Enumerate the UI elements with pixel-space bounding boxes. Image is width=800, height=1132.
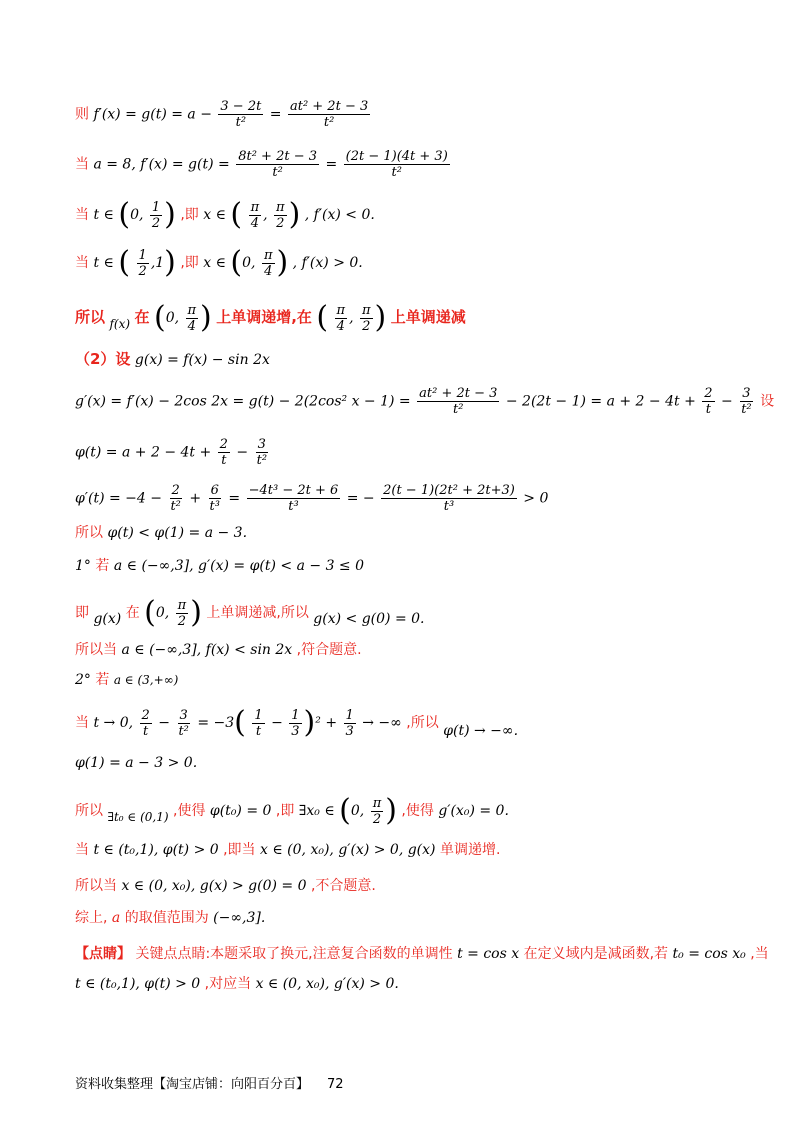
line-14: 2° 若 a ∈ (3,+∞) bbox=[75, 672, 179, 688]
line-18: 当 t ∈ (t₀,1), φ(t) > 0 ,即当 x ∈ (0, x₀), g′(x) > 0, g(x) 单调递增. bbox=[75, 842, 501, 858]
fraction: $\frac{2}{\text{t²}}$ bbox=[170, 483, 181, 514]
fraction: $\frac{\text{−4t³ − 2t + 6}}{\text{t³}}$ bbox=[248, 483, 339, 514]
line-15: 当 t → 0, $\frac{2}{t}$ − $\frac{3}{\text{t²}}$ = −3( $\frac{1}{t}$ − $\frac{1}{3}$ )² + $\frac{1}{3}$ → −∞ ,所以 φ(t) → −∞. bbox=[75, 705, 519, 740]
fraction: $\frac{\pi}{4}$ bbox=[263, 247, 273, 279]
line-5: 所以 f(x) 在 (0, $\frac{\pi}{4}$ ) 上单调递增,在 ( $\frac{\pi}{4}$ , $\frac{\pi}{2}$ ) 上单调递减 bbox=[75, 300, 466, 335]
fraction: $\frac{\text{at² + 2t − 3}}{\text{t²}}$ bbox=[419, 386, 498, 417]
line-11: 1° 若 a ∈ (−∞,3], g′(x) = φ(t) < a − 3 ≤ 0 bbox=[75, 558, 365, 574]
text: 则 bbox=[75, 106, 89, 123]
fraction: $\frac{2}{t}$ bbox=[141, 707, 150, 739]
page-number: 72 bbox=[327, 1077, 344, 1092]
line-19: 所以当 x ∈ (0, x₀), g(x) > g(0) = 0 ,不合题意. bbox=[75, 878, 376, 894]
fraction: $\frac{3}{\text{t²}}$ bbox=[256, 437, 268, 468]
line-10: 所以 φ(t) < φ(1) = a − 3. bbox=[75, 525, 248, 541]
fraction: $\frac{1}{3}$ bbox=[291, 707, 300, 739]
fraction: $\frac{1}{2}$ bbox=[151, 199, 161, 231]
line-9: φ′(t) = −4 − $\frac{2}{\text{t²}}$ + $\frac{6}{\text{t³}}$ = $\frac{\text{−4t³ − 2t + 6}}{\text{t³}}$ = − $\frac{\text{2(t − 1)(2t² + 2t+3)}}{\text{t³}}$ > 0 bbox=[75, 483, 549, 514]
fraction: $\frac{2}{t}$ bbox=[704, 386, 713, 417]
formula: a = 8, f′(x) = g(t) = bbox=[93, 156, 230, 173]
line-7: g′(x) = f′(x) − 2cos 2x = g(t) − 2(2cos² x − 1) = $\frac{\text{at² + 2t − 3}}{\text{t²}}$ − 2(2t − 1) = a + 2 − 4t + $\frac{2}{t}$ − $\frac{3}{\text{t²}}$ 设 bbox=[75, 386, 775, 417]
fraction: $\frac{\pi}{2}$ bbox=[362, 302, 371, 334]
fraction: $\frac{\text{2(t − 1)(2t² + 2t+3)}}{\text{t³}}$ bbox=[383, 483, 515, 514]
fraction: $\frac{(2t - 1)(4t + 3)}{\text{t²}}$ bbox=[345, 149, 448, 180]
fraction: $\frac{\text{8t² + 2t − 3}}{\text{t²}}$ bbox=[238, 149, 317, 180]
line-16: φ(1) = a − 3 > 0. bbox=[75, 755, 198, 771]
line-20: 综上, a 的取值范围为 (−∞,3]. bbox=[75, 910, 266, 926]
fraction: $\frac{\pi}{2}$ bbox=[372, 795, 382, 827]
fraction: $\frac{2}{t}$ bbox=[219, 437, 228, 468]
fraction: $\frac{1}{2}$ bbox=[138, 247, 147, 279]
formula: f′(x) = g(t) = a − bbox=[93, 106, 212, 123]
fraction: $\frac{1}{3}$ bbox=[345, 707, 354, 739]
line-13: 所以当 a ∈ (−∞,3], f(x) < sin 2x ,符合题意. bbox=[75, 642, 362, 658]
fraction: $\frac{\pi}{2}$ bbox=[177, 597, 187, 629]
fraction: $\frac{3 - 2t}{\text{t²}}$ bbox=[220, 99, 262, 130]
fraction: $\frac{6}{\text{t³}}$ bbox=[209, 483, 220, 514]
footer-text: 资料收集整理【淘宝店铺：向阳百分百】 bbox=[75, 1077, 310, 1092]
line-6: （2）设 g(x) = f(x) − sin 2x bbox=[75, 350, 270, 368]
fraction: $\frac{\pi}{4}$ bbox=[250, 199, 260, 231]
fraction: $\frac{\pi}{2}$ bbox=[276, 199, 285, 231]
line-3: 当 t ∈ (0, $\frac{1}{2}$ ) ,即 x ∈ ( $\frac{\pi}{4}$ , $\frac{\pi}{2}$ ) , f′(x) < 0. bbox=[75, 197, 375, 232]
fraction: $\frac{\text{at² + 2t − 3}}{\text{t²}}$ bbox=[289, 99, 369, 130]
fraction: $\frac{\pi}{4}$ bbox=[187, 302, 197, 334]
line-22: t ∈ (t₀,1), φ(t) > 0 ,对应当 x ∈ (0, x₀), g′(x) > 0. bbox=[75, 976, 399, 992]
line-12: 即 g(x) 在 (0, $\frac{\pi}{2}$ ) 上单调递减,所以 g(x) < g(0) = 0. bbox=[75, 595, 425, 630]
line-8: φ(t) = a + 2 − 4t + $\frac{2}{t}$ − $\frac{3}{\text{t²}}$ bbox=[75, 437, 268, 468]
fraction: $\frac{1}{t}$ bbox=[254, 707, 263, 739]
line-2: 当 a = 8, f′(x) = g(t) = $\frac{\text{8t² + 2t − 3}}{\text{t²}}$ = $\frac{(2t - 1)(4t + 3)}{\text{t²}}$ bbox=[75, 149, 448, 180]
line-21: 【点睛】 关键点点睛:本题采取了换元,注意复合函数的单调性 t = cos x 在定义域内是减函数,若 t₀ = cos x₀ ,当 bbox=[75, 946, 769, 962]
line-4: 当 t ∈ ( $\frac{1}{2}$ ,1) ,即 x ∈ (0, $\frac{\pi}{4}$ ) , f′(x) > 0. bbox=[75, 245, 363, 280]
fraction: $\frac{\pi}{4}$ bbox=[336, 302, 346, 334]
page-footer bbox=[75, 1073, 344, 1092]
line-17: 所以 ∃t₀ ∈ (0,1) ,使得 φ(t₀) = 0 ,即 ∃x₀ ∈ (0, $\frac{\pi}{2}$ ) ,使得 g′(x₀) = 0. bbox=[75, 793, 509, 828]
line-1: 则 f′(x) = g(t) = a − $\frac{3 - 2t}{\text{t²}}$ = $\frac{\text{at² + 2t − 3}}{\text{t²}}$ bbox=[75, 99, 369, 130]
fraction: $\frac{3}{\text{t²}}$ bbox=[178, 707, 189, 739]
fraction: $\frac{3}{\text{t²}}$ bbox=[741, 386, 752, 417]
